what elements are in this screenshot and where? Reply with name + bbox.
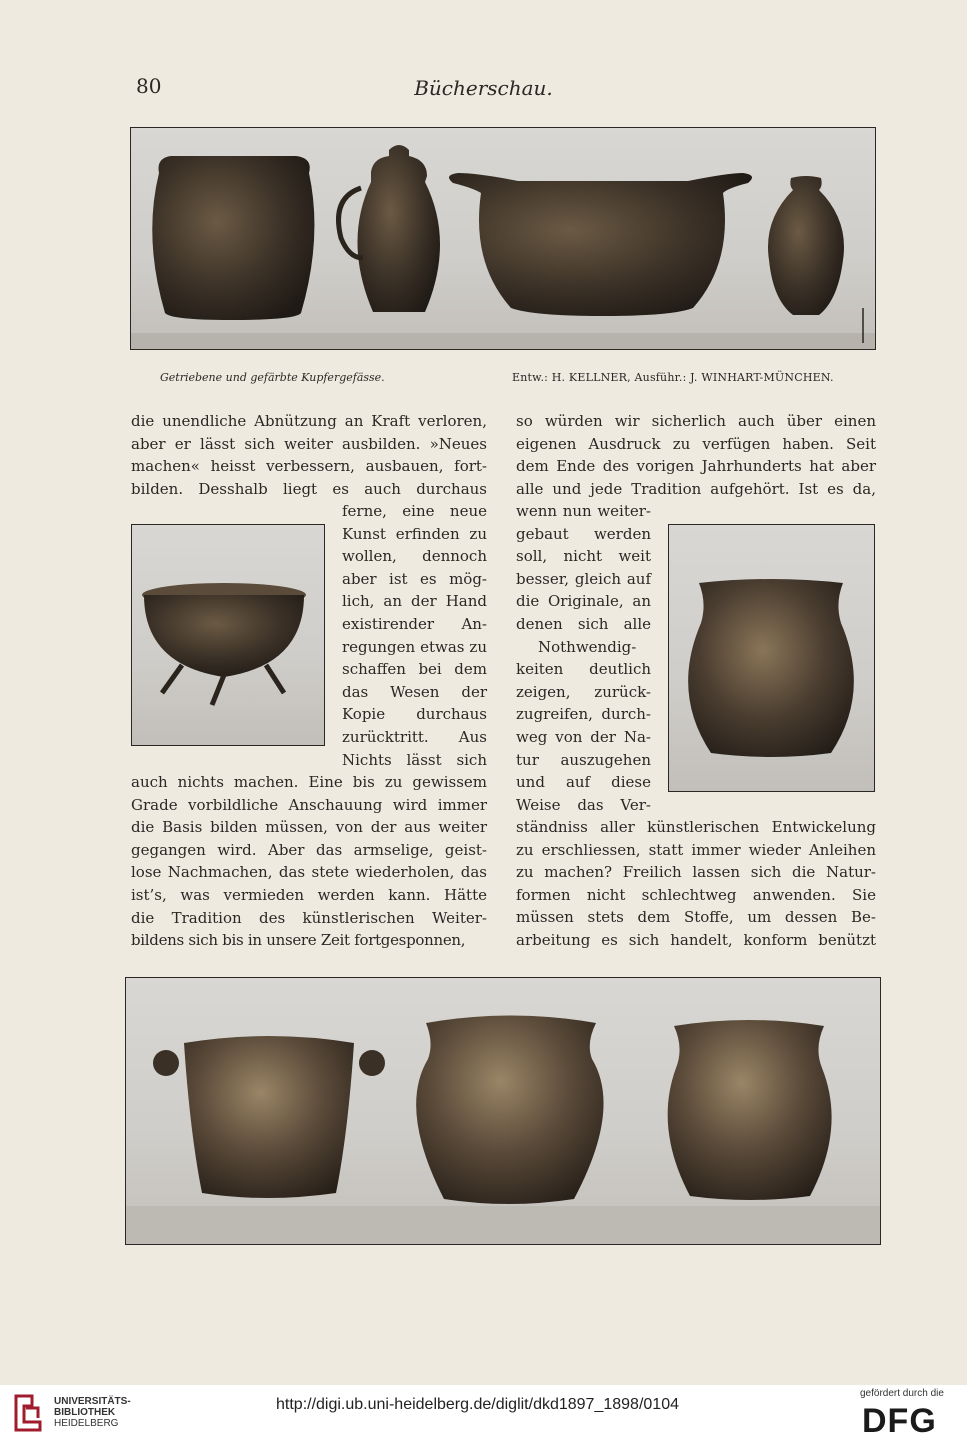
- text-line: Kunst erfinden zu: [342, 524, 487, 543]
- text-line: soll, nicht weit: [516, 547, 651, 566]
- text-line: müssen stets dem Stoffe, um dessen Be-: [516, 908, 876, 927]
- text-line: dem Ende des vorigen Jahrhunderts hat aber: [516, 457, 876, 476]
- text-line: schaffen bei dem: [342, 660, 487, 679]
- text-line: das Wesen der: [342, 682, 487, 701]
- funding-note: gefördert durch die: [860, 1388, 944, 1399]
- text-line: wollen, dennoch: [342, 547, 487, 566]
- text-line: existirender An-: [342, 614, 487, 633]
- figure-caption-title: Getriebene und gefärbte Kupfergefässe.: [160, 371, 385, 384]
- text-line: lich, an der Hand: [342, 592, 487, 611]
- footed-bowl-illustration: [132, 525, 325, 746]
- footer-bar: [0, 1385, 967, 1449]
- text-line: tur auszugehen: [516, 750, 651, 769]
- text-line: Grade vorbildliche Anschauung wird immer: [131, 795, 487, 814]
- text-line: so würden wir sicherlich auch über einen: [516, 412, 876, 430]
- jardiniere-illustration: [669, 525, 875, 792]
- left-column-top: [131, 410, 487, 500]
- figure-bottom-photo: [125, 977, 881, 1245]
- text-line: ferne, eine neue: [342, 502, 487, 520]
- figure-caption-credit: Entw.: H. KELLNER, Ausführ.: J. WINHART-MÜNCHEN.: [512, 371, 834, 384]
- figure-left-inset-photo: [131, 524, 325, 746]
- text-line: Nothwendig-: [538, 637, 637, 656]
- right-column-top: [516, 410, 876, 500]
- text-line: eigenen Ausdruck zu verfügen haben. Seit: [516, 434, 876, 453]
- text-line: denen sich alle: [516, 614, 651, 633]
- running-header: Bücherschau.: [414, 76, 553, 100]
- three-pots-illustration: [126, 978, 881, 1245]
- text-line: bilden. Desshalb liegt es auch durchaus: [131, 479, 487, 498]
- permalink-url[interactable]: http://digi.ub.uni-heidelberg.de/diglit/dkd1897_1898/0104: [276, 1396, 679, 1413]
- text-line: ist’s, was vermieden werden kann. Hätte: [131, 885, 487, 904]
- text-line: lose Nachmachen, das stete wiederholen, das: [131, 863, 487, 882]
- copper-vessels-illustration: [131, 128, 876, 350]
- university-logo-icon: [12, 1392, 44, 1434]
- figure-right-inset-photo: [668, 524, 875, 792]
- text-line: bildens sich bis in unsere Zeit fortgesponnen,: [131, 931, 466, 950]
- text-line: und auf diese: [516, 773, 651, 792]
- text-line: alle und jede Tradition aufgehört. Ist es da,: [516, 479, 876, 498]
- text-line: aber ist es mög-: [342, 569, 487, 588]
- text-line: die Basis bilden müssen, von der aus weiter: [131, 818, 487, 837]
- dfg-logo: DFG: [862, 1402, 937, 1440]
- text-line: auch nichts machen. Eine bis zu gewissem: [131, 773, 487, 791]
- text-line: die unendliche Abnützung an Kraft verloren,: [131, 412, 487, 430]
- library-line: HEIDELBERG: [54, 1418, 119, 1429]
- library-line: UNIVERSITÄTS-: [54, 1396, 131, 1407]
- text-line: die Originale, an: [516, 592, 651, 611]
- text-line: arbeitung es sich handelt, konform benützt: [516, 930, 876, 949]
- text-line: besser, gleich auf: [516, 569, 651, 588]
- text-line: zugreifen, durch-: [516, 705, 651, 724]
- page-number: 80: [136, 74, 162, 98]
- library-line: BIBLIOTHEK: [54, 1407, 116, 1418]
- text-line: regungen etwas zu: [342, 637, 487, 656]
- figure-top-photo: [130, 127, 876, 350]
- right-column-bottom: [516, 816, 876, 952]
- text-line: zeigen, zurück-: [516, 682, 651, 701]
- text-line: formen nicht schlechtweg anwenden. Sie: [516, 885, 876, 904]
- text-line: aber er lässt sich weiter ausbilden. »Neues: [131, 434, 487, 453]
- right-column-narrow: [516, 500, 651, 816]
- text-line: zu erschliessen, statt immer wieder Anleihen: [516, 840, 876, 859]
- text-line: machen« heisst verbessern, ausbauen, fort-: [131, 457, 487, 476]
- text-line: keiten deutlich: [516, 660, 651, 679]
- text-line: Weise das Ver-: [516, 795, 651, 814]
- text-line: wenn nun weiter-: [516, 502, 651, 520]
- text-line: ständniss aller künstlerischen Entwickelung: [516, 818, 876, 836]
- text-line: Kopie durchaus: [342, 705, 487, 724]
- text-line: weg von der Na-: [516, 727, 651, 746]
- text-line: gebaut werden: [516, 524, 651, 543]
- library-name: [54, 1396, 131, 1429]
- text-line: Nichts lässt sich: [342, 750, 487, 769]
- text-line: die Tradition des künstlerischen Weiter-: [131, 908, 487, 927]
- text-line: gegangen wird. Aber das armselige, geist-: [131, 840, 487, 859]
- text-line: zu machen? Freilich lassen sich die Natur-: [516, 863, 876, 882]
- left-column-bottom: [131, 771, 487, 952]
- text-line: zurücktritt. Aus: [342, 727, 487, 746]
- left-column-narrow: [342, 500, 487, 771]
